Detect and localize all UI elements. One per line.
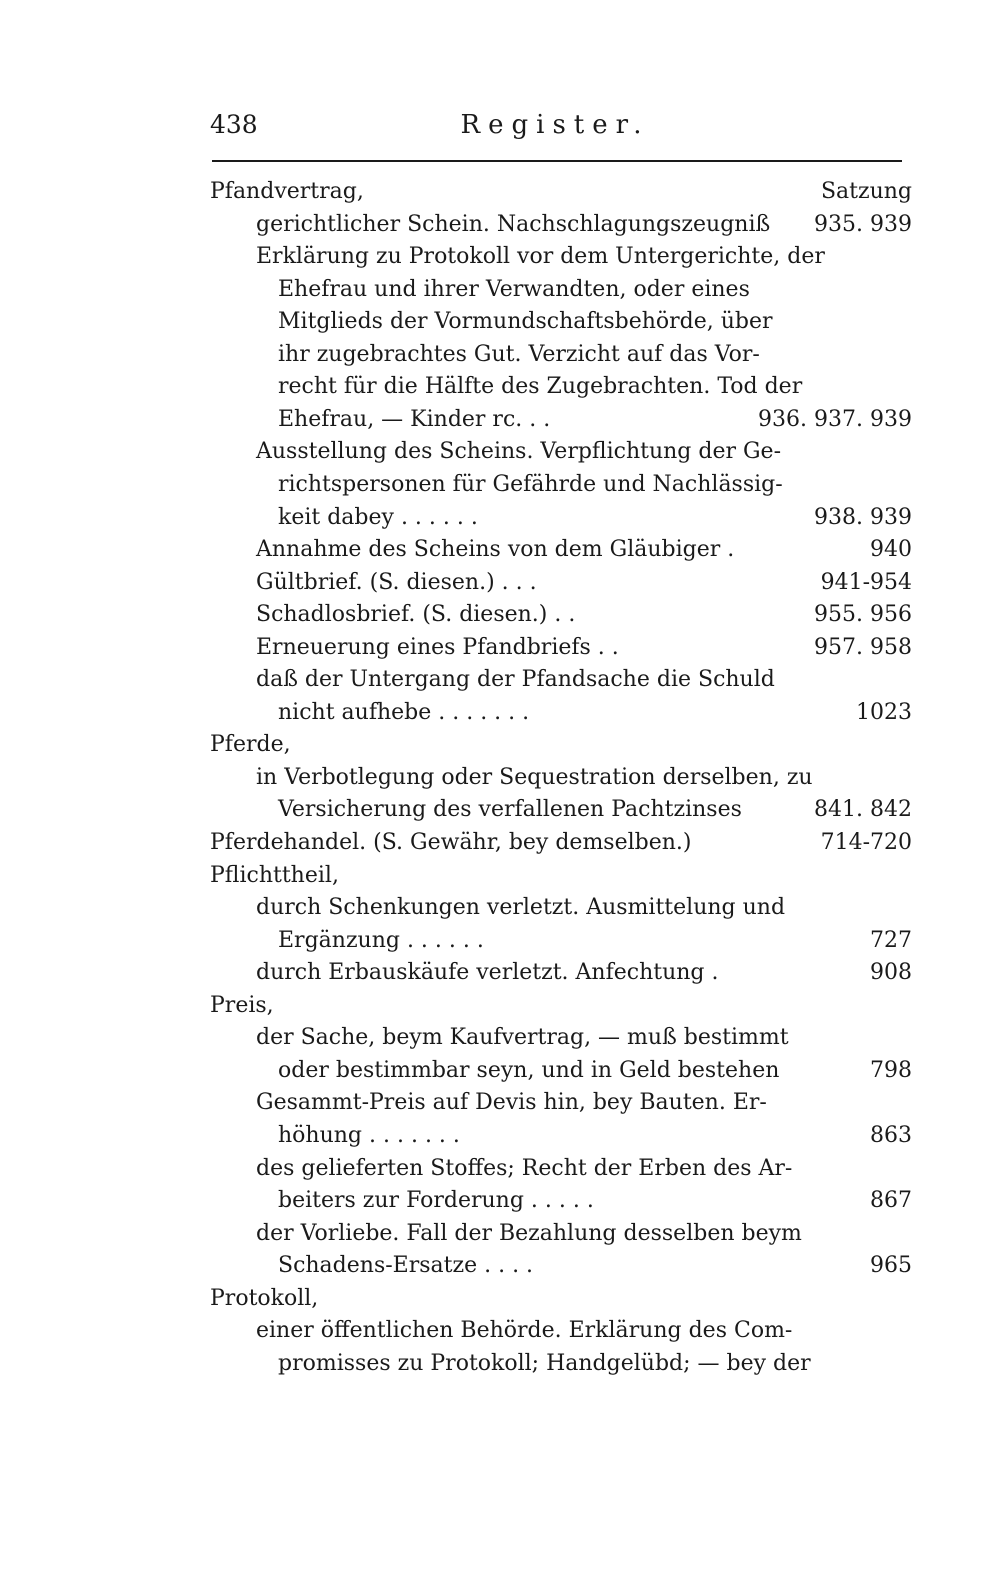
index-entry-line	[278, 371, 912, 403]
index-heading-line	[210, 176, 912, 208]
entry-text: Pfandvertrag,	[210, 179, 364, 204]
index-entry-line	[278, 1348, 912, 1380]
index-entry-line	[278, 794, 912, 826]
entry-reference: Satzung	[820, 179, 912, 204]
entry-text: Ausstellung des Scheins. Verpflichtung der Ge-	[256, 439, 782, 465]
entry-text: richtspersonen für Gefährde und Nachlässig-	[278, 471, 783, 497]
index-entry-line	[256, 241, 912, 273]
header-rule	[212, 160, 902, 162]
index-entry-line	[256, 892, 912, 924]
index-entry-line	[278, 274, 912, 306]
entry-text: Ehefrau, — Kinder rc. . .	[278, 406, 551, 432]
index-entry-line	[256, 436, 912, 468]
entry-text: der Vorliebe. Fall der Bezahlung desselben beym	[256, 1220, 802, 1246]
index-entry-line	[278, 339, 912, 371]
index-entry-line	[256, 1315, 912, 1347]
index-entry-line	[278, 1250, 912, 1282]
entry-text: des gelieferten Stoffes; Recht der Erben des Ar-	[256, 1155, 793, 1181]
entry-text: durch Erbauskäufe verletzt. Anfechtung .	[256, 960, 719, 986]
entry-text: gerichtlicher Schein. Nachschlagungszeugniß	[256, 211, 771, 237]
entry-text: Erneuerung eines Pfandbriefs . .	[256, 634, 619, 660]
index-heading-line	[210, 729, 912, 761]
entry-text: oder bestimmbar seyn, und in Geld bestehen	[278, 1057, 780, 1083]
entry-text: Gültbrief. (S. diesen.) . . .	[256, 569, 537, 595]
entry-reference: 1023	[856, 699, 912, 725]
entry-reference: 841. 842	[814, 797, 912, 823]
entry-text: beiters zur Forderung . . . . .	[278, 1188, 594, 1214]
entry-text: Preis,	[210, 992, 274, 1018]
entry-text: daß der Untergang der Pfandsache die Schuld	[256, 667, 775, 693]
entry-text: Ergänzung . . . . . .	[278, 927, 484, 953]
index-heading-line	[210, 1283, 912, 1315]
entry-text: einer öffentlichen Behörde. Erklärung des Com-	[256, 1318, 793, 1344]
index-entry-line	[278, 404, 912, 436]
entry-text: Protokoll,	[210, 1285, 319, 1311]
index-entry-line	[278, 925, 912, 957]
page-header	[210, 110, 900, 150]
index-entry-line	[256, 1022, 912, 1054]
entry-text: in Verbotlegung oder Sequestration derselben, zu	[256, 764, 813, 790]
entry-reference: 965	[870, 1253, 912, 1279]
index-entry-line	[278, 306, 912, 338]
index-entry-line	[256, 534, 912, 566]
index-entry-line	[256, 664, 912, 696]
entry-text: höhung . . . . . . .	[278, 1122, 460, 1148]
entry-text: Schadlosbrief. (S. diesen.) . .	[256, 602, 576, 628]
entry-reference: 727	[870, 927, 912, 953]
entry-reference: 940	[870, 537, 912, 563]
entry-reference: 955. 956	[814, 602, 912, 628]
index-entry-line	[256, 599, 912, 631]
entry-reference: 863	[870, 1122, 912, 1148]
entry-text: promisses zu Protokoll; Handgelübd; — bey der	[278, 1350, 811, 1376]
entry-text: recht für die Hälfte des Zugebrachten. Tod der	[278, 374, 803, 400]
entry-text: Versicherung des verfallenen Pachtzinses	[278, 797, 742, 823]
index-entry-line	[256, 957, 912, 989]
entry-reference: 798	[870, 1057, 912, 1083]
entry-reference: 936. 937. 939	[758, 406, 912, 432]
entry-reference: 908	[870, 960, 912, 986]
entry-text: nicht aufhebe . . . . . . .	[278, 699, 530, 725]
index-heading-line	[210, 860, 912, 892]
entry-text: durch Schenkungen verletzt. Ausmittelung und	[256, 895, 786, 921]
entry-reference: 938. 939	[814, 504, 912, 530]
entry-reference: 957. 958	[814, 634, 912, 660]
index-entry-line	[256, 1153, 912, 1185]
index-entry-line	[278, 697, 912, 729]
index-entry-line	[256, 1087, 912, 1119]
index-heading-line	[210, 990, 912, 1022]
index-entry-line	[278, 1055, 912, 1087]
index-entry-line	[278, 1120, 912, 1152]
running-title: Register.	[460, 110, 650, 140]
entry-text: ihr zugebrachtes Gut. Verzicht auf das Vor-	[278, 341, 760, 367]
entry-text: Ehefrau und ihrer Verwandten, oder eines	[278, 276, 750, 302]
entry-text: Gesammt-Preis auf Devis hin, bey Bauten. Er-	[256, 1090, 767, 1116]
entry-reference: 867	[870, 1188, 912, 1214]
index-entry-line	[278, 1185, 912, 1217]
index-entry-line	[278, 502, 912, 534]
entry-text: Pferdehandel. (S. Gewähr, bey demselben.)	[210, 830, 692, 855]
entry-text: Annahme des Scheins von dem Gläubiger .	[256, 537, 735, 563]
entry-reference: 714-720	[820, 830, 912, 855]
entry-text: keit dabey . . . . . .	[278, 504, 478, 530]
entry-reference: 935. 939	[814, 211, 912, 237]
entry-text: Pferde,	[210, 732, 291, 758]
index-entry-line	[256, 209, 912, 241]
index-heading-line	[210, 827, 912, 859]
entry-text: Pflichttheil,	[210, 862, 339, 888]
index-entry-line	[256, 762, 912, 794]
index-entry-line	[278, 469, 912, 501]
index-entry-line	[256, 567, 912, 599]
entry-text: Mitglieds der Vormundschaftsbehörde, über	[278, 309, 773, 335]
index-entry-line	[256, 632, 912, 664]
entry-text: Erklärung zu Protokoll vor dem Untergerichte, der	[256, 244, 825, 270]
entry-text: Schadens-Ersatze . . . .	[278, 1253, 534, 1279]
entry-text: der Sache, beym Kaufvertrag, — muß bestimmt	[256, 1025, 789, 1051]
entry-reference: 941-954	[820, 569, 912, 595]
index-entry-line	[256, 1218, 912, 1250]
page-number: 438	[210, 110, 258, 139]
